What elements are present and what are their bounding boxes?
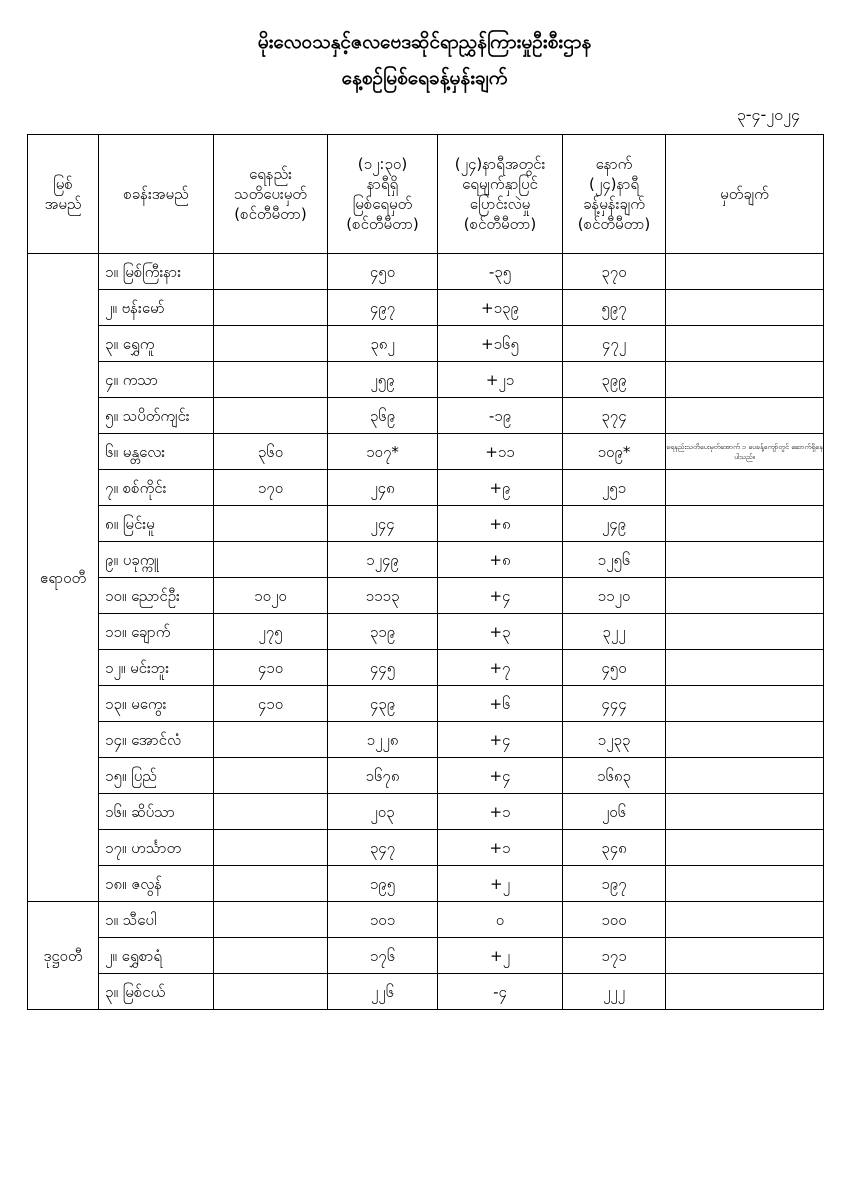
level-change-cell: +၂ [438,938,563,974]
table-row [28,974,824,1010]
current-level-cell: ၄၅၀ [328,254,438,290]
level-change-cell: -၃၅ [438,254,563,290]
level-change-cell: +၁၃၉ [438,290,563,326]
level-change-cell: +၁ [438,794,563,830]
station-name: ၇။ စစ်ကိုင်း [99,470,214,506]
column-header-current-level [328,135,438,254]
table-row [28,254,824,290]
river-forecast-table [27,134,824,1010]
table-row [28,326,824,362]
current-level-cell: ၃၁၉ [328,614,438,650]
forecast-cell: ၁၆၈၃ [563,758,666,794]
level-change-cell: +၁ [438,830,563,866]
station-name: ၁၄။ အောင်လံ [99,722,214,758]
header-line: မှတ်ချက် [720,185,769,203]
header-line: (စင်တီမီတာ) [234,205,307,223]
forecast-cell: ၅၉၇ [563,290,666,326]
station-name: ၃။ မြစ်ငယ် [99,974,214,1010]
station-name: ၁။ မြစ်ကြီးနား [99,254,214,290]
station-name: ၁၃။ မကွေး [99,686,214,722]
current-level-cell: ၁၆၇၈ [328,758,438,794]
column-header-change [438,135,563,254]
station-name: ၁၇။ ဟင်္သာတ [99,830,214,866]
remark-cell [666,362,824,398]
column-header-remark [666,135,824,254]
station-name: ၅။ သပိတ်ကျင်း [99,398,214,434]
station-name: ၂။ ရွှေစာရံ [99,938,214,974]
current-level-cell: ၂၄၄ [328,506,438,542]
danger-level-cell [214,830,328,866]
current-level-cell: ၃၆၉ [328,398,438,434]
forecast-cell: ၃၂၂ [563,614,666,650]
header-line: (စင်တီမီတာ) [346,215,419,233]
current-level-cell: ၁၂၂၈ [328,722,438,758]
forecast-cell: ၁၂၅၆ [563,542,666,578]
header-line: မြစ်ရေမှတ် [352,195,413,213]
station-name: ၄။ ကသာ [99,362,214,398]
level-change-cell: +၇ [438,650,563,686]
station-name: ၉။ ပခုက္ကူ [99,542,214,578]
level-change-cell: -၁၉ [438,398,563,434]
header-line: မြစ် [53,175,73,193]
header-line: (၂၄)နာရီအတွင်း [454,155,546,173]
remark-cell: ရေနည်းသတိပေးမှတ်အောက် ၁ ပေခန့်ကျော်တွင် ဆောက်ရှိနေပါသည်။ [666,434,824,470]
station-name: ၃။ ရွှေကူ [99,326,214,362]
table-row [28,758,824,794]
table-row [28,290,824,326]
table-row [28,470,824,506]
level-change-cell: +၈ [438,542,563,578]
danger-level-cell [214,362,328,398]
forecast-cell: ၄၇၂ [563,326,666,362]
current-level-cell: ၁၇၆ [328,938,438,974]
page-subtitle: နေ့စဉ်မြစ်ရေခန့်မှန်းချက် [341,67,508,89]
danger-level-cell [214,902,328,938]
level-change-cell: +၄ [438,722,563,758]
forecast-cell: ၂၄၉ [563,506,666,542]
header-line: (၁၂:၃၀) [357,155,408,173]
table-row [28,614,824,650]
forecast-cell: ၄၄၄ [563,686,666,722]
current-level-cell: ၄၄၅ [328,650,438,686]
station-name: ၆။ မန္တလေး [99,434,214,470]
forecast-cell: ၂၅၁ [563,470,666,506]
table-row [28,506,824,542]
header-line: နောက် [595,155,633,173]
header-line: (စင်တီမီတာ) [577,215,651,233]
current-level-cell: ၁၀၁ [328,902,438,938]
table-row [28,650,824,686]
header-line: ခန့်မှန်းချက် [583,195,645,213]
danger-level-cell: ၄၁၀ [214,686,328,722]
report-date: ၃-၄-၂၀၂၄ [736,105,800,124]
table-row [28,578,824,614]
danger-level-cell [214,290,328,326]
current-level-cell: ၁၁၁၃ [328,578,438,614]
remark-cell [666,542,824,578]
remark-cell [666,758,824,794]
table-row [28,830,824,866]
forecast-cell: ၂၀၆ [563,794,666,830]
level-change-cell: +၄ [438,578,563,614]
danger-level-cell [214,974,328,1010]
remark-cell [666,254,824,290]
header-line: အမည် [44,195,82,213]
forecast-cell: ၃၇၄ [563,398,666,434]
forecast-cell: ၁၂၃၃ [563,722,666,758]
remark-cell [666,722,824,758]
header-line: စခန်းအမည် [123,185,189,203]
forecast-cell: ၄၅၀ [563,650,666,686]
remark-cell [666,290,824,326]
level-change-cell: +၃ [438,614,563,650]
remark-cell [666,650,824,686]
forecast-cell: ၃၇၀ [563,254,666,290]
header-line: (၂၄)နာရီ [588,175,640,193]
table-row [28,398,824,434]
danger-level-cell: ၄၁၀ [214,650,328,686]
station-name: ၁၅။ ပြည် [99,758,214,794]
level-change-cell: +၁၁ [438,434,563,470]
current-level-cell: ၂၀၃ [328,794,438,830]
danger-level-cell: ၂၇၅ [214,614,328,650]
level-change-cell: +၂၁ [438,362,563,398]
remark-cell [666,686,824,722]
station-name: ၂။ ဗန်းမော် [99,290,214,326]
level-change-cell: ၀ [438,902,563,938]
station-name: ၁၆။ ဆိပ်သာ [99,794,214,830]
remark-cell [666,902,824,938]
table-header-row [28,135,824,254]
station-name: ၈။ မြင်းမူ [99,506,214,542]
danger-level-cell [214,326,328,362]
river-name: ဒုဋ္ဌဝတီ [28,902,99,1010]
table-row [28,794,824,830]
remark-cell [666,974,824,1010]
remark-cell [666,866,824,902]
column-header-river [28,135,99,254]
remark-cell [666,326,824,362]
danger-level-cell [214,758,328,794]
forecast-cell: ၁၇၁ [563,938,666,974]
header-line: နာရီရှိ [366,175,399,193]
danger-level-cell [214,866,328,902]
current-level-cell: ၁၉၅ [328,866,438,902]
current-level-cell: ၃၈၂ [328,326,438,362]
current-level-cell: ၂၅၉ [328,362,438,398]
forecast-cell: ၁၀၉* [563,434,666,470]
forecast-cell: ၁၉၇ [563,866,666,902]
forecast-cell: ၂၂၂ [563,974,666,1010]
current-level-cell: ၃၄၇ [328,830,438,866]
level-change-cell: -၄ [438,974,563,1010]
station-name: ၁၀။ ညောင်ဦး [99,578,214,614]
level-change-cell: +၂ [438,866,563,902]
table-row [28,866,824,902]
level-change-cell: +၁၆၅ [438,326,563,362]
current-level-cell: ၂၄၈ [328,470,438,506]
page-title: မိုးလေဝသနှင့်ဇလဗေဒဆိုင်ရာညွှန်ကြားမှုဦးစီးဌာန [257,31,592,53]
current-level-cell: ၁၀၇* [328,434,438,470]
table-row [28,938,824,974]
current-level-cell: ၁၂၄၉ [328,542,438,578]
remark-cell [666,578,824,614]
danger-level-cell: ၁၀၂၀ [214,578,328,614]
danger-level-cell: ၁၇၀ [214,470,328,506]
header-line: သတိပေးမှတ် [234,185,307,203]
table-row [28,362,824,398]
station-name: ၁၂။ မင်းဘူး [99,650,214,686]
table-body [28,254,824,1010]
forecast-cell: ၃၉၉ [563,362,666,398]
current-level-cell: ၄၃၉ [328,686,438,722]
remark-cell [666,506,824,542]
danger-level-cell: ၃၆၀ [214,434,328,470]
remark-cell [666,794,824,830]
river-name: ဧရာဝတီ [28,254,99,902]
level-change-cell: +၄ [438,758,563,794]
header-line: ပြောင်းလဲမှု [469,195,531,213]
column-header-forecast [563,135,666,254]
danger-level-cell [214,722,328,758]
table-row [28,686,824,722]
table-row [28,902,824,938]
forecast-cell: ၁၀၀ [563,902,666,938]
level-change-cell: +၆ [438,686,563,722]
danger-level-cell [214,254,328,290]
remark-cell [666,398,824,434]
remark-cell [666,614,824,650]
current-level-cell: ၄၉၇ [328,290,438,326]
danger-level-cell [214,938,328,974]
remark-cell [666,938,824,974]
forecast-cell: ၁၁၂၀ [563,578,666,614]
station-name: ၁၁။ ချောက် [99,614,214,650]
remark-cell [666,470,824,506]
forecast-cell: ၃၄၈ [563,830,666,866]
remark-cell [666,830,824,866]
column-header-danger-level [214,135,328,254]
danger-level-cell [214,542,328,578]
station-name: ၁၈။ ဇလွန် [99,866,214,902]
table-row [28,434,824,470]
danger-level-cell [214,398,328,434]
station-name: ၁။ သီပေါ [99,902,214,938]
level-change-cell: +၉ [438,470,563,506]
level-change-cell: +၈ [438,506,563,542]
header-line: ရေနည်း [249,165,292,183]
header-line: (စင်တီမီတာ) [463,215,537,233]
table-row [28,542,824,578]
table-row [28,722,824,758]
column-header-station [99,135,214,254]
danger-level-cell [214,794,328,830]
current-level-cell: ၂၂၆ [328,974,438,1010]
danger-level-cell [214,506,328,542]
header-line: ရေမျက်နှာပြင် [462,175,538,193]
